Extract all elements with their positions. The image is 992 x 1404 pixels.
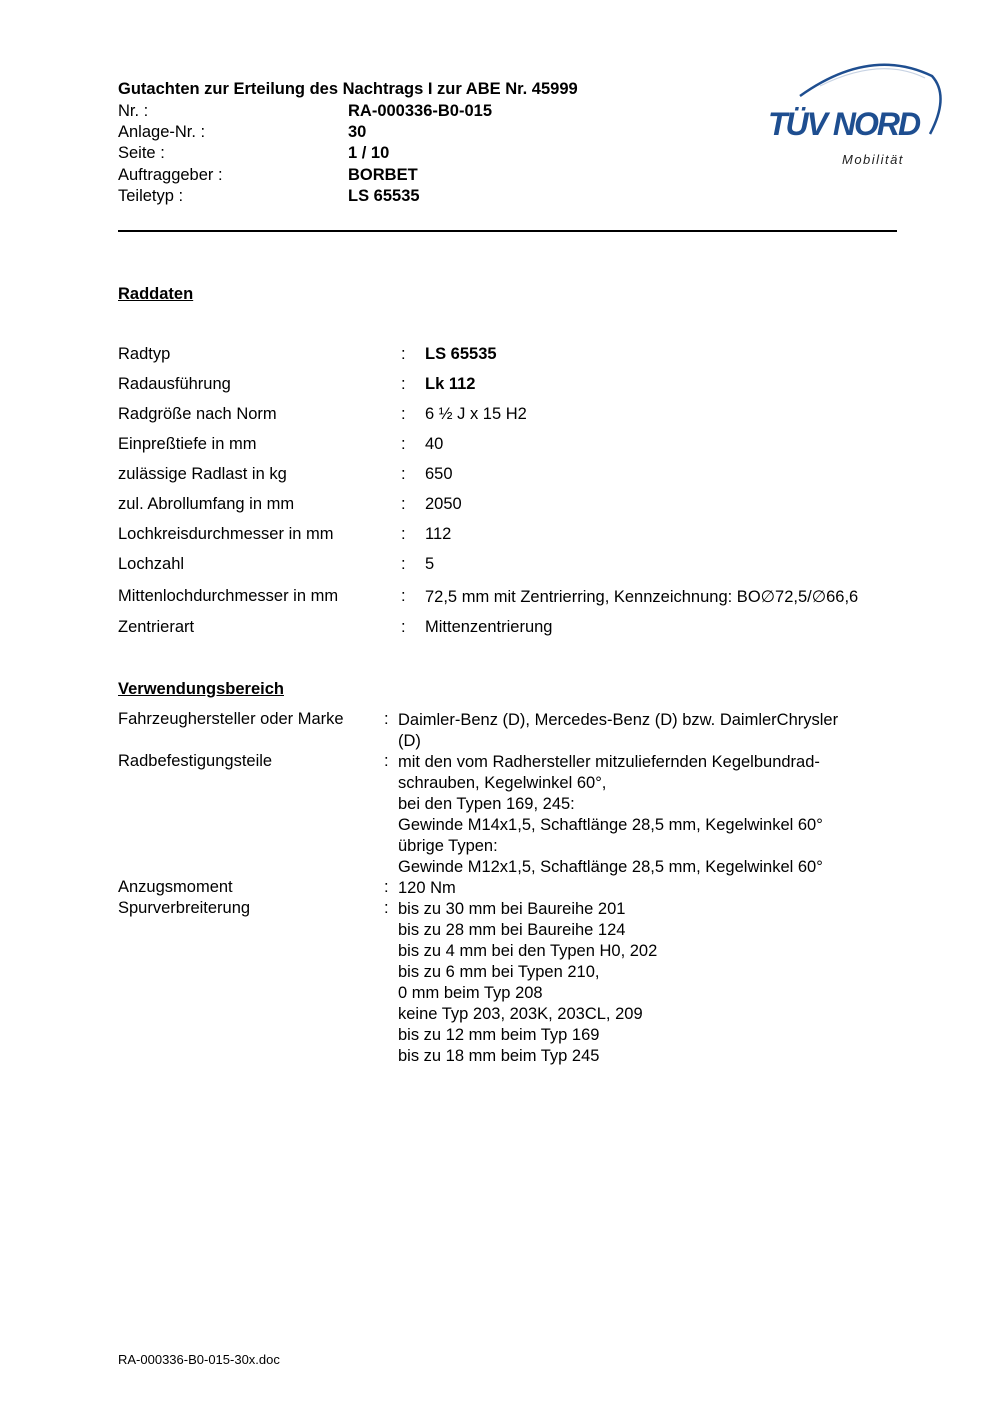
- value-line: mit den vom Radhersteller mitzuliefernden Kegelbundrad-: [398, 753, 820, 771]
- row-value: LS 65535: [425, 345, 497, 363]
- header-label-nr: Nr. :: [118, 102, 149, 120]
- value-line: bis zu 18 mm beim Typ 245: [398, 1047, 600, 1065]
- row-colon: :: [384, 878, 389, 896]
- header-value-auftraggeber: BORBET: [348, 166, 418, 184]
- row-label: Einpreßtiefe in mm: [118, 435, 257, 453]
- row-label: zul. Abrollumfang in mm: [118, 495, 295, 513]
- value-line: bei den Typen 169, 245:: [398, 795, 575, 813]
- header-label-auftraggeber: Auftraggeber :: [118, 166, 223, 184]
- data-row: [118, 525, 918, 547]
- row-value: 40: [425, 435, 444, 453]
- row-label: Spurverbreiterung: [118, 899, 251, 917]
- row-value: Mittenzentrierung: [425, 618, 553, 636]
- row-value: [398, 710, 898, 752]
- row-colon: :: [384, 752, 389, 770]
- row-colon: :: [401, 587, 406, 605]
- data-row: [118, 495, 918, 517]
- value-line: Gewinde M14x1,5, Schaftlänge 28,5 mm, Kegelwinkel 60°: [398, 816, 823, 834]
- value-line: bis zu 12 mm beim Typ 169: [398, 1026, 600, 1044]
- header-value-seite: 1 / 10: [348, 144, 390, 162]
- value-line: bis zu 30 mm bei Baureihe 201: [398, 900, 626, 918]
- value-line: schrauben, Kegelwinkel 60°,: [398, 774, 607, 792]
- tuev-nord-logo: [760, 56, 945, 176]
- row-colon: :: [401, 435, 406, 453]
- header-value-anlage: 30: [348, 123, 367, 141]
- value-line: keine Typ 203, 203K, 203CL, 209: [398, 1005, 643, 1023]
- data-row: [118, 345, 918, 367]
- row-colon: :: [401, 345, 406, 363]
- header-value-teiletyp: LS 65535: [348, 187, 420, 205]
- row-value: 6 ½ J x 15 H2: [425, 405, 527, 423]
- row-value: 112: [425, 525, 452, 543]
- value-line: 0 mm beim Typ 208: [398, 984, 543, 1002]
- row-label: Fahrzeughersteller oder Marke: [118, 710, 344, 728]
- header-label-teiletyp: Teiletyp :: [118, 187, 184, 205]
- logo-brand: TÜV NORD: [768, 106, 920, 142]
- row-label: Anzugsmoment: [118, 878, 233, 896]
- row-colon: :: [401, 405, 406, 423]
- data-row: [118, 555, 918, 577]
- section-title-raddaten: Raddaten: [118, 285, 194, 303]
- data-row: [118, 618, 918, 640]
- value-line: bis zu 4 mm bei den Typen H0, 202: [398, 942, 658, 960]
- row-label: Lochkreisdurchmesser in mm: [118, 525, 334, 543]
- value-line: bis zu 28 mm bei Baureihe 124: [398, 921, 626, 939]
- data-row: [118, 375, 918, 397]
- value-line: Gewinde M12x1,5, Schaftlänge 28,5 mm, Kegelwinkel 60°: [398, 858, 823, 876]
- header-value-nr: RA-000336-B0-015: [348, 102, 492, 120]
- row-label: Lochzahl: [118, 555, 185, 573]
- row-value: [398, 752, 898, 878]
- row-value: 650: [425, 465, 453, 483]
- section-title-verwendungsbereich: Verwendungsbereich: [118, 680, 284, 698]
- row-colon: :: [401, 375, 406, 393]
- value-line: übrige Typen:: [398, 837, 498, 855]
- row-label: zulässige Radlast in kg: [118, 465, 287, 483]
- row-label: Radtyp: [118, 345, 171, 363]
- row-colon: :: [401, 618, 406, 636]
- row-label: Radbefestigungsteile: [118, 752, 273, 770]
- header-divider: [118, 230, 897, 232]
- row-colon: :: [401, 525, 406, 543]
- row-colon: :: [401, 495, 406, 513]
- row-value: 72,5 mm mit Zentrierring, Kennzeichnung: BO∅72,5/∅66,6: [425, 588, 859, 606]
- document-title: Gutachten zur Erteilung des Nachtrags I zur ABE Nr. 45999: [118, 80, 578, 98]
- row-value: [398, 899, 898, 1067]
- value-line: bis zu 6 mm bei Typen 210,: [398, 963, 600, 981]
- row-colon: :: [401, 555, 406, 573]
- row-value: 5: [425, 555, 435, 573]
- data-row: [118, 435, 918, 457]
- value-line: 120 Nm: [398, 879, 456, 897]
- logo-subtitle: Mobilität: [842, 152, 904, 167]
- value-line: Daimler-Benz (D), Mercedes-Benz (D) bzw. DaimlerChrysler: [398, 711, 839, 729]
- data-row: [118, 405, 918, 427]
- data-row: [118, 587, 918, 609]
- row-label: Radgröße nach Norm: [118, 405, 277, 423]
- data-row: [118, 465, 918, 487]
- row-label: Mittenlochdurchmesser in mm: [118, 587, 339, 605]
- row-label: Zentrierart: [118, 618, 195, 636]
- row-value: 2050: [425, 495, 462, 513]
- footer-filename: RA-000336-B0-015-30x.doc: [118, 1352, 280, 1367]
- row-colon: :: [401, 465, 406, 483]
- row-value: Lk 112: [425, 375, 476, 393]
- row-colon: :: [384, 710, 389, 728]
- value-line: (D): [398, 732, 421, 750]
- row-label: Radausführung: [118, 375, 231, 393]
- header-label-anlage: Anlage-Nr. :: [118, 123, 206, 141]
- header-label-seite: Seite :: [118, 144, 165, 162]
- row-value: [398, 878, 898, 899]
- row-colon: :: [384, 899, 389, 917]
